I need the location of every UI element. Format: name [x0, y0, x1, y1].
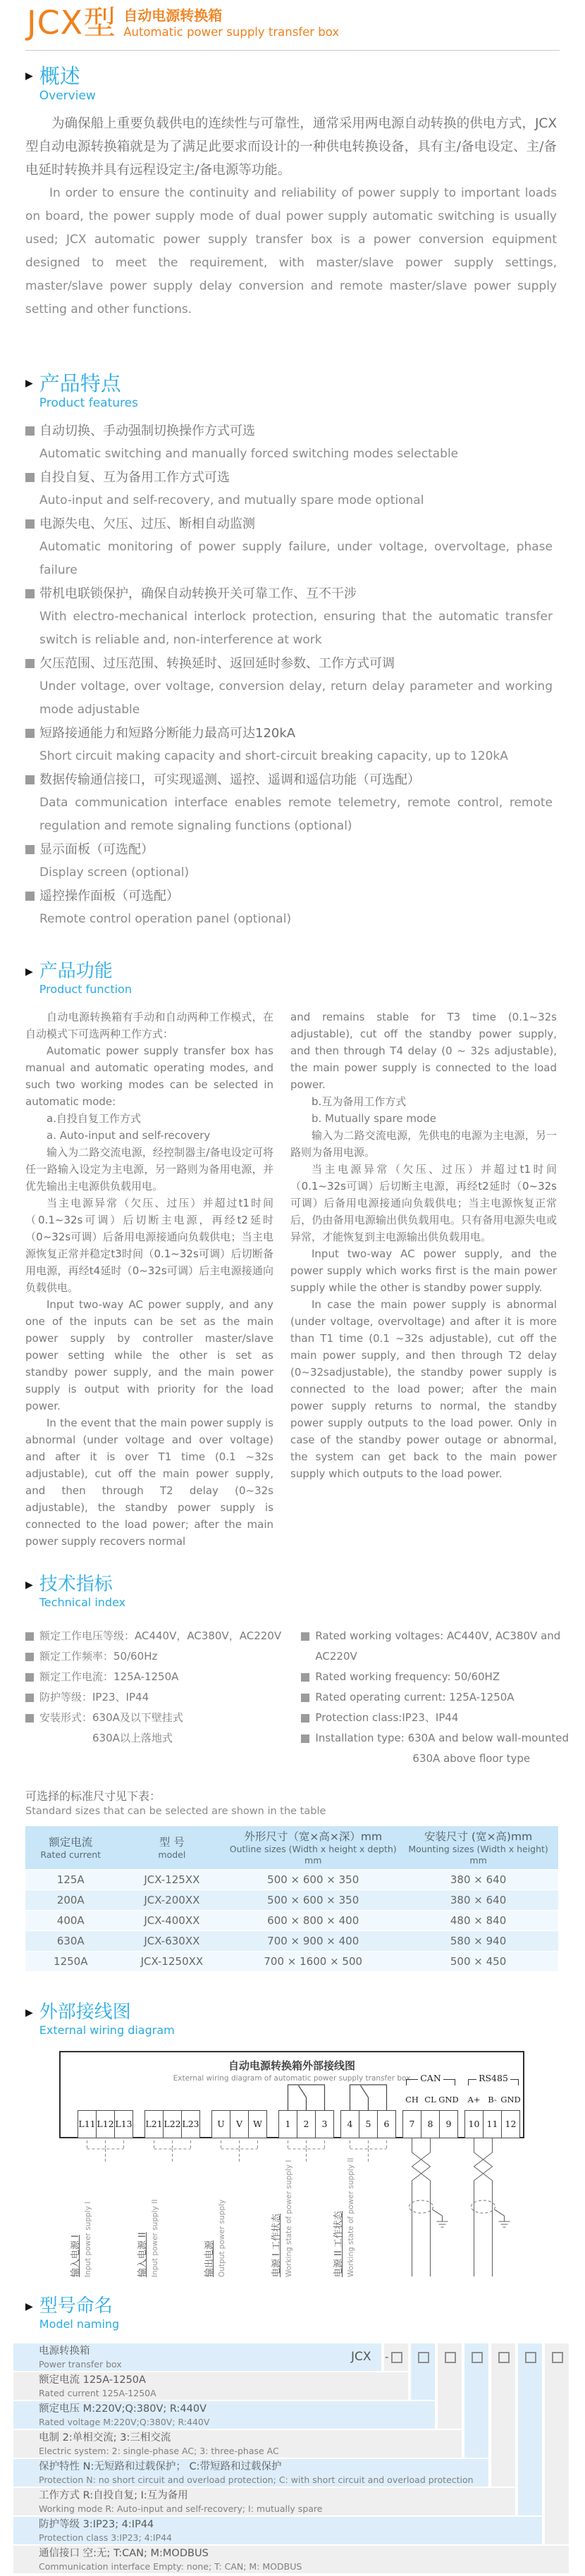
wiring-group-label-en: Output power supply: [218, 2199, 226, 2277]
table-cell: 125A: [25, 1870, 116, 1890]
triangle-marker-icon: ▶: [25, 378, 33, 389]
section-title-zh: 外部接线图: [39, 2002, 131, 2023]
tech-spec-item: [301, 1687, 585, 1708]
tech-spec-item: [25, 1708, 301, 1728]
table-cell: 630A: [25, 1931, 116, 1951]
naming-row-en: Rated current 125A-1250A: [39, 2388, 156, 2398]
div-element: [39, 961, 132, 997]
code-prefix: JCX: [351, 2350, 371, 2364]
terminal-cell: U: [211, 2110, 230, 2138]
bracket-line: [443, 2079, 455, 2085]
terminal-cell: W: [248, 2110, 267, 2138]
feature-item: [25, 885, 553, 931]
bullet-square-icon: [25, 1694, 34, 1702]
table-cell: JCX-630XX: [116, 1931, 228, 1951]
terminal-cell: V: [230, 2110, 249, 2138]
feature-zh-label: 数据传输通信接口，可实现遥测、遥控、遥调和遥信功能（可选配）: [39, 772, 420, 787]
tech-spec-text: 防护等级：IP23、IP44: [39, 1691, 149, 1703]
table-cell: 380 × 640: [398, 1870, 558, 1890]
feature-text-zh: [25, 582, 553, 605]
feature-item: [25, 466, 553, 512]
bullet-square-icon: [25, 519, 35, 529]
feature-text-en: Under voltage, over voltage, conversion delay, return delay parameter and working mode adjustable: [39, 679, 553, 717]
model-naming-diagram: [13, 2343, 574, 2576]
table-header-row: [25, 1826, 558, 1869]
rs485-label: RS485: [479, 2073, 508, 2083]
wiring-group-label-en: Working state of power supply II: [347, 2157, 355, 2277]
tech-spec-item: [25, 1626, 301, 1646]
naming-row-zh: 工作方式 R:自投自复; I:互为备用: [39, 2490, 188, 2501]
can-pin-label: GND: [438, 2095, 459, 2104]
can-bracket: [406, 2073, 455, 2085]
naming-row: [13, 2430, 462, 2458]
triangle-marker-icon: ▶: [25, 966, 33, 978]
wiring-group-label-en: Input power supply I: [84, 2201, 92, 2277]
naming-row: [13, 2372, 408, 2400]
table-cell: 200A: [25, 1890, 116, 1910]
function-paragraph: In case the main power supply is abnormal (under voltage, overvoltage) and after it is more than T1 time (0.1 ~32s adjustable), cut off the main power supply, and then through T2 delay (0~32sadjustable), the standby power supply is connected to the load power; after the main power supply returns to normal, the standby power supply outputs to the load power. Only in case of the standby power outage or abnormal, the system can get back to the main power supply which outputs to the load power.: [290, 1298, 557, 1480]
table-cell: JCX-1250XX: [116, 1952, 228, 1971]
feature-text-zh: [25, 419, 553, 443]
header-divider: [25, 50, 560, 51]
table-cell: 500 × 600 × 350: [228, 1870, 398, 1890]
section-title-zh: 概述: [39, 64, 80, 88]
section-title-en: Product features: [39, 396, 138, 410]
can-pin-label: CL: [424, 2095, 436, 2104]
table-cell: JCX-125XX: [116, 1870, 228, 1890]
feature-zh-label: 遥控操作面板（可选配）: [39, 889, 179, 904]
code-box-icon: [445, 2352, 456, 2363]
section-heading: [25, 1574, 585, 1610]
terminal-cell: L21: [144, 2110, 164, 2138]
section-heading: [25, 961, 585, 997]
bracket-line: [510, 2079, 519, 2085]
div-element: [39, 1574, 125, 1610]
feature-text-zh: [25, 652, 553, 675]
table-intro-en: Standard sizes that can be selected are shown in the table: [25, 1806, 326, 1817]
terminal-cell: 9: [439, 2110, 458, 2138]
rs485-pin-label: A+: [467, 2095, 481, 2104]
naming-code-strip: [411, 2343, 435, 2400]
column-header: [116, 1826, 228, 1869]
terminal-cell: L13: [114, 2110, 133, 2138]
tech-spec-item: [301, 1728, 585, 1749]
wiring-section: [25, 2002, 585, 2287]
bullet-square-icon: [301, 1694, 309, 1702]
tech-spec-text: 额定工作频率：50/60Hz: [39, 1650, 158, 1663]
section-title-zh: 技术指标: [39, 1574, 113, 1595]
table-cell: 380 × 640: [398, 1890, 558, 1910]
rs485-pin-label: GND: [500, 2095, 521, 2104]
feature-text-zh: [25, 512, 553, 536]
wiring-group-label: [137, 2200, 160, 2277]
feature-zh-label: 短路接通能力和短路分断能力最高可达120kA: [39, 726, 296, 741]
sizes-section: [25, 1787, 585, 1972]
naming-row: [13, 2517, 542, 2544]
naming-row-en: Protection class 3:IP23; 4:IP44: [39, 2532, 172, 2543]
code-box-icon: [525, 2352, 536, 2363]
path-element: [288, 2085, 387, 2110]
bullet-square-icon: [25, 659, 35, 668]
section-title-en: External wiring diagram: [39, 2023, 175, 2037]
tech-spec-item: [301, 1708, 585, 1728]
function-paragraph: Automatic power supply transfer box has manual and automatic operating modes, and such two working modes can be selected in automatic mode:: [25, 1044, 273, 1108]
triangle-marker-icon: ▶: [25, 2007, 33, 2019]
tech-spec-text: 额定工作电压等级：AC440V，AC380V，AC220V: [39, 1629, 282, 1642]
function-paragraph: a. Auto-input and self-recovery: [47, 1129, 211, 1142]
wiring-diagram-box: [59, 2051, 524, 2138]
naming-row-en: Communication interface Empty: none; T: CAN; M: MODBUS: [39, 2561, 302, 2572]
table-cell: 500 × 600 × 350: [228, 1890, 398, 1910]
function-paragraph: and remains stable for T3 time (0.1~32s adjustable), cut off the standby power supply, and then through T4 delay (0 ~ 32s adjustable), the main power supply is connected to the load power.: [290, 1011, 557, 1091]
naming-row-en: Electric system: 2: single-phase AC; 3: three-phase AC: [39, 2446, 279, 2456]
feature-text-en: Automatic monitoring of power supply failure, under voltage, overvoltage, phase failure: [39, 540, 553, 577]
naming-code-strip: [464, 2343, 488, 2458]
table-row: [25, 1911, 558, 1930]
code-box-icon: [472, 2352, 483, 2363]
bracket-line: [468, 2079, 476, 2085]
can-label: CAN: [420, 2073, 441, 2083]
div-element: [39, 65, 96, 104]
tech-spec-text: Protection class:IP23、IP44: [315, 1711, 459, 1724]
div-element: [39, 2295, 119, 2332]
feature-text-zh: [25, 466, 553, 489]
section-title-en: Product function: [39, 982, 132, 996]
bullet-square-icon: [301, 1714, 309, 1723]
naming-row-zh: 额定电流 125A-1250A: [39, 2374, 146, 2386]
wiring-group-label-zh: 输入电源 I: [70, 2235, 81, 2277]
column-header-zh: 额定电流: [49, 1836, 93, 1849]
naming-row-en: Rated voltage M:220V;Q:380V; R:440V: [39, 2417, 210, 2427]
bracket-line: [406, 2079, 418, 2085]
feature-item: [25, 722, 553, 768]
bullet-square-icon: [25, 1673, 34, 1682]
function-paragraph: Input two-way AC power supply, and any one of the inputs can be set as the main power supply by controller master/slave power setting while the other is set as standby power supply, and the main power supply is output with priority for the load power.: [25, 1298, 273, 1412]
naming-row-en: Working mode R: Auto-input and self-recovery; I: mutually spare: [39, 2503, 323, 2514]
div-element: [39, 372, 138, 411]
feature-text-en: Remote control operation panel (optional): [39, 912, 292, 926]
code-box-icon: [498, 2352, 510, 2363]
size-table-head: [25, 1826, 558, 1869]
naming-row-zh: 防护等级 3:IP23; 4:IP44: [39, 2519, 154, 2530]
feature-list: [25, 419, 553, 931]
column-header: [25, 1826, 116, 1869]
naming-section: [0, 2295, 585, 2576]
overview-paragraph-zh: 为确保船上重要负载供电的连续性与可靠性，通常采用两电源自动转换的供电方式，JCX型自动电源转换箱就是为了满足此要求而设计的一种供电转换设备，具有主/备电设定、主/备电延时转换并具有远程设定主/备电源等功能。: [25, 116, 557, 178]
overview-section: [25, 65, 585, 321]
naming-code-strip: [545, 2343, 569, 2544]
ellipse-element: [472, 2200, 495, 2213]
terminal-cell: 10: [464, 2110, 484, 2138]
tech-spec-item: [301, 1626, 585, 1667]
function-paragraph: b.互为备用工作方式: [312, 1095, 407, 1108]
table-cell: 1250A: [25, 1952, 116, 1971]
bullet-square-icon: [25, 1653, 34, 1661]
code-separator: -: [385, 2350, 389, 2363]
bullet-square-icon: [25, 729, 35, 738]
table-row: [25, 1890, 558, 1910]
wiring-group-label-zh: 电源 I 工作状态: [271, 2213, 282, 2277]
naming-row-zh: 通信接口 空:无; T:CAN; M:MODBUS: [39, 2548, 209, 2559]
diagram-title-en: External wiring diagram of automatic power supply transfer box: [173, 2074, 411, 2083]
table-cell: JCX-200XX: [116, 1890, 228, 1910]
function-section: [25, 961, 585, 1550]
table-row: [25, 1952, 558, 1971]
terminal-cell: 1: [278, 2110, 297, 2138]
column-header: [228, 1826, 398, 1869]
wiring-group-label-en: Input power supply II: [151, 2199, 159, 2277]
table-row: [25, 1870, 558, 1890]
column-header-en: Rated current: [40, 1849, 101, 1860]
function-column-right: [290, 1009, 557, 1550]
feature-item: [25, 512, 553, 582]
product-title-en: Automatic power supply transfer box: [123, 25, 340, 39]
function-columns: [25, 1009, 585, 1550]
function-paragraph: 输入为二路交流电源，经控制器主/备电设定可将任一路输入设定为主电源，另一路则为备用电源，并优先输出主电源供负载用电。: [25, 1146, 273, 1193]
table-cell: JCX-400XX: [116, 1911, 228, 1930]
tech-spec-item: [25, 1667, 301, 1687]
feature-zh-label: 电源失电、欠压、过压、断相自动监测: [39, 517, 255, 531]
column-header-zh: 安装尺寸 (宽×高)mm: [424, 1830, 533, 1843]
section-title-zh: 产品功能: [39, 961, 113, 982]
tech-spec-text: Installation type: 630A and below wall-mounted: [315, 1732, 569, 1744]
tech-spec-text: 安装形式：630A及以下壁挂式: [39, 1711, 183, 1724]
feature-text-en: Data communication interface enables remote telemetry, remote control, remote regulation and remote signaling functions (optional): [39, 796, 553, 833]
size-table: [25, 1825, 558, 1972]
feature-text-zh: [25, 885, 553, 908]
can-pin-label: CH: [405, 2095, 419, 2104]
section-title-zh: 产品特点: [39, 371, 121, 395]
header: [0, 0, 585, 41]
function-column-left: [25, 1009, 273, 1550]
function-paragraph: 自动电源转换箱有手动和自动两种工作模式，在自动模式下可选两种工作方式：: [25, 1011, 273, 1040]
tech-columns: [25, 1626, 585, 1769]
section-heading: [25, 372, 585, 411]
code-box-icon: [418, 2352, 429, 2363]
feature-zh-label: 带机电联锁保护，确保自动转换开关可靠工作、互不干涉: [39, 586, 357, 601]
bullet-square-icon: [25, 892, 35, 901]
feature-zh-label: 显示面板（可选配）: [39, 842, 154, 857]
column-header-en: model: [158, 1849, 186, 1860]
naming-row-en: Power transfer box: [39, 2359, 122, 2369]
naming-row-zh: 电制 2:单相交流; 3:三相交流: [39, 2432, 171, 2443]
function-paragraph: a.自投自复工作方式: [47, 1112, 141, 1125]
feature-text-zh: [25, 838, 553, 861]
code-box-icon: [391, 2352, 402, 2363]
feature-item: [25, 419, 553, 466]
function-paragraph: 当主电源异常（欠压、过压）并超过t1时间（0.1~32s可调）后切断主电源，再经t2延时（0~32s可调）后备用电源接通向负载供电；当主电源恢复正常并稳定t3时间（0.1~32s可调）后切断备用电源，再经t4延时（0~32s可调）后主电源接通向负载供电。: [25, 1197, 273, 1294]
terminal-cell: 8: [421, 2110, 440, 2138]
size-table-body: [25, 1870, 558, 1971]
wiring-group-label: [70, 2202, 93, 2277]
terminal-cell: 5: [359, 2110, 378, 2138]
column-header-en: Outline sizes (Width x height x depth) mm: [229, 1844, 397, 1866]
feature-item: [25, 838, 553, 885]
triangle-marker-icon: ▶: [25, 2301, 33, 2312]
wiring-group-label: [204, 2200, 227, 2277]
feature-text-en: Auto-input and self-recovery, and mutually spare mode optional: [39, 493, 424, 507]
feature-text-en: Automatic switching and manually forced switching modes selectable: [39, 447, 459, 461]
function-paragraph: Input two-way AC power supply, and the power supply which works first is the main power supply while the other is standby power supply.: [290, 1247, 557, 1294]
tech-spec-subline: 630A以上落地式: [92, 1732, 173, 1744]
wiring-group-label-zh: 电源 II 工作状态: [333, 2211, 344, 2277]
column-header-en: Mounting sizes (Width x height) mm: [408, 1844, 548, 1866]
bullet-square-icon: [301, 1734, 309, 1743]
terminal-cell: 3: [315, 2110, 334, 2138]
bullet-square-icon: [25, 845, 35, 854]
naming-code-strip: [491, 2343, 515, 2486]
section-title-en: Overview: [39, 89, 96, 103]
table-cell: 580 × 940: [398, 1931, 558, 1951]
feature-text-en: Display screen (optional): [39, 865, 190, 880]
function-paragraph: In the event that the main power supply is abnormal (under voltage and over voltage) and after it is over T1 time (0.1 ~32s adjustable), cut off the main power supply, and then through T2 delay (0~32s adjustable), the standby power supply is connected to the load power; after the main power supply recovers normal: [25, 1417, 273, 1548]
wiring-group-label-zh: 输出电源: [204, 2240, 215, 2277]
bullet-square-icon: [25, 589, 35, 598]
terminal-cell: 11: [483, 2110, 502, 2138]
function-paragraph: b. Mutually spare mode: [312, 1112, 436, 1125]
div-element: [39, 2002, 175, 2038]
tech-spec-text: Rated working frequency: 50/60HZ: [315, 1670, 500, 1683]
feature-text-en: With electro-mechanical interlock protection, ensuring that the automatic transfer switch is reliable and, non-interference at work: [39, 610, 553, 647]
tech-spec-subline: 630A above floor type: [412, 1752, 531, 1765]
naming-row-zh: 电源转换箱: [39, 2346, 90, 2357]
naming-row-zh: 额定电压 M:220V;Q:380V; R:440V: [39, 2403, 207, 2415]
overview-paragraph-en: In order to ensure the continuity and reliability of power supply to important loads on board, the power supply mode of dual power supply automatic switching is usually used; JCX automatic power supply transfer box is a power conversion equipment designed to meet the requirement, with master/slave power supply settings, master/slave power supply delay conversion and remote master/slave power supply setting and other functions.: [25, 186, 557, 316]
terminal-cell: 12: [501, 2110, 520, 2138]
naming-row-en: Protection N: no short circuit and overload protection; C: with short circuit and overload protection: [39, 2475, 474, 2485]
tech-spec-text: Rated operating current: 125A-1250A: [315, 1691, 515, 1703]
terminal-cell: 2: [297, 2110, 316, 2138]
section-title-zh: 型号命名: [39, 2295, 113, 2317]
table-row: [25, 1931, 558, 1951]
bullet-square-icon: [25, 775, 35, 784]
path-element: [412, 2138, 510, 2276]
terminal-cell: L11: [78, 2110, 97, 2138]
tech-spec-item: [301, 1667, 585, 1687]
naming-row: [13, 2546, 569, 2573]
feature-text-zh: [25, 722, 553, 745]
terminal-cell: L22: [163, 2110, 182, 2138]
terminal-cell: 4: [340, 2110, 359, 2138]
naming-row-zh: 保护特性 N:无短路和过载保护； C:带短路和过载保护: [39, 2461, 282, 2472]
tech-list-en: [301, 1626, 585, 1769]
column-header-zh: 型 号: [159, 1836, 185, 1849]
diagram-title-zh: 自动电源转换箱外部接线图: [228, 2059, 355, 2072]
naming-code-strip: [518, 2343, 542, 2515]
table-cell: 400A: [25, 1911, 116, 1930]
naming-code-strip: [384, 2343, 408, 2371]
ellipse-element: [410, 2200, 433, 2213]
technical-index-section: [25, 1574, 585, 1769]
table-cell: 700 × 900 × 400: [228, 1931, 398, 1951]
bullet-square-icon: [25, 1632, 34, 1641]
function-paragraph: 当主电源异常（欠压、过压）并超过t1时间（0.1~32s可调）后切断主电源，再经t2延时（0~32s可调）后备用电源接通向负载供电；当主电源恢复正常后，仍由备用电源输出供负载用电。只有备用电源失电或异常，才能恢复到主电源输出供负载用电。: [290, 1163, 557, 1243]
column-header-zh: 外形尺寸（宽×高×深）mm: [244, 1830, 383, 1843]
terminal-cell: 7: [402, 2110, 421, 2138]
wiring-diagram: [59, 2051, 527, 2287]
wiring-group-label-zh: 输入电源 II: [137, 2232, 148, 2277]
section-heading: [25, 2295, 585, 2332]
product-title-zh: 自动电源转换箱: [123, 7, 223, 24]
bullet-square-icon: [25, 1714, 34, 1723]
table-cell: 700 × 1600 × 500: [228, 1952, 398, 1971]
wiring-group-label: [333, 2158, 356, 2277]
bullet-square-icon: [25, 426, 35, 436]
product-model-title: JCX型: [27, 4, 117, 42]
naming-code-strip: [438, 2343, 462, 2429]
bullet-square-icon: [25, 473, 35, 482]
naming-row: [13, 2488, 515, 2515]
table-intro-zh: 可选择的标准尺寸见下表：: [25, 1789, 161, 1803]
triangle-marker-icon: ▶: [25, 1579, 33, 1591]
tech-spec-item: [25, 1687, 301, 1708]
tech-spec-item: [25, 1646, 301, 1667]
naming-row: [13, 2459, 488, 2486]
feature-item: [25, 652, 553, 722]
function-paragraph: 输入为二路交流电源，先供电的电源为主电源，另一路则为备用电源。: [290, 1129, 557, 1159]
code-box-icon: [552, 2352, 563, 2363]
product-title-block: [123, 4, 339, 40]
bullet-square-icon: [301, 1673, 309, 1682]
feature-text-en: Short circuit making capacity and short-circuit breaking capacity, up to 120kA: [39, 749, 508, 763]
section-heading: [25, 2002, 585, 2038]
table-cell: 500 × 450: [398, 1952, 558, 1971]
tech-spec-text: 额定工作电流：125A-1250A: [39, 1670, 179, 1683]
section-heading: [25, 65, 585, 104]
column-header: [398, 1826, 558, 1869]
table-cell: 600 × 800 × 400: [228, 1911, 398, 1930]
section-title-en: Technical index: [39, 1596, 126, 1609]
terminal-cell: 6: [377, 2110, 396, 2138]
naming-row: [13, 2401, 435, 2429]
tech-list-zh: [25, 1626, 301, 1769]
feature-text-zh: [25, 768, 553, 791]
bullet-square-icon: [301, 1632, 309, 1641]
naming-row: [13, 2343, 381, 2371]
terminal-cell: L12: [96, 2110, 115, 2138]
feature-zh-label: 欠压范围、过压范围、转换延时、返回延时参数、工作方式可调: [39, 656, 395, 671]
wiring-group-label: [271, 2160, 294, 2277]
feature-item: [25, 768, 553, 838]
table-cell: 480 × 840: [398, 1911, 558, 1930]
feature-zh-label: 自投自复、互为备用工作方式可选: [39, 470, 230, 485]
feature-item: [25, 582, 553, 652]
rs485-bracket: [468, 2073, 519, 2085]
wiring-group-label-en: Working state of power supply I: [285, 2159, 293, 2277]
section-title-en: Model naming: [39, 2317, 120, 2331]
terminal-cell: L23: [181, 2110, 200, 2138]
tech-spec-text: Rated working voltages: AC440V, AC380V and AC220V: [315, 1629, 561, 1663]
rs485-pin-label: B-: [488, 2095, 497, 2104]
features-section: [25, 372, 585, 931]
feature-zh-label: 自动切换、手动强制切换操作方式可选: [39, 424, 255, 438]
triangle-marker-icon: ▶: [25, 70, 33, 82]
